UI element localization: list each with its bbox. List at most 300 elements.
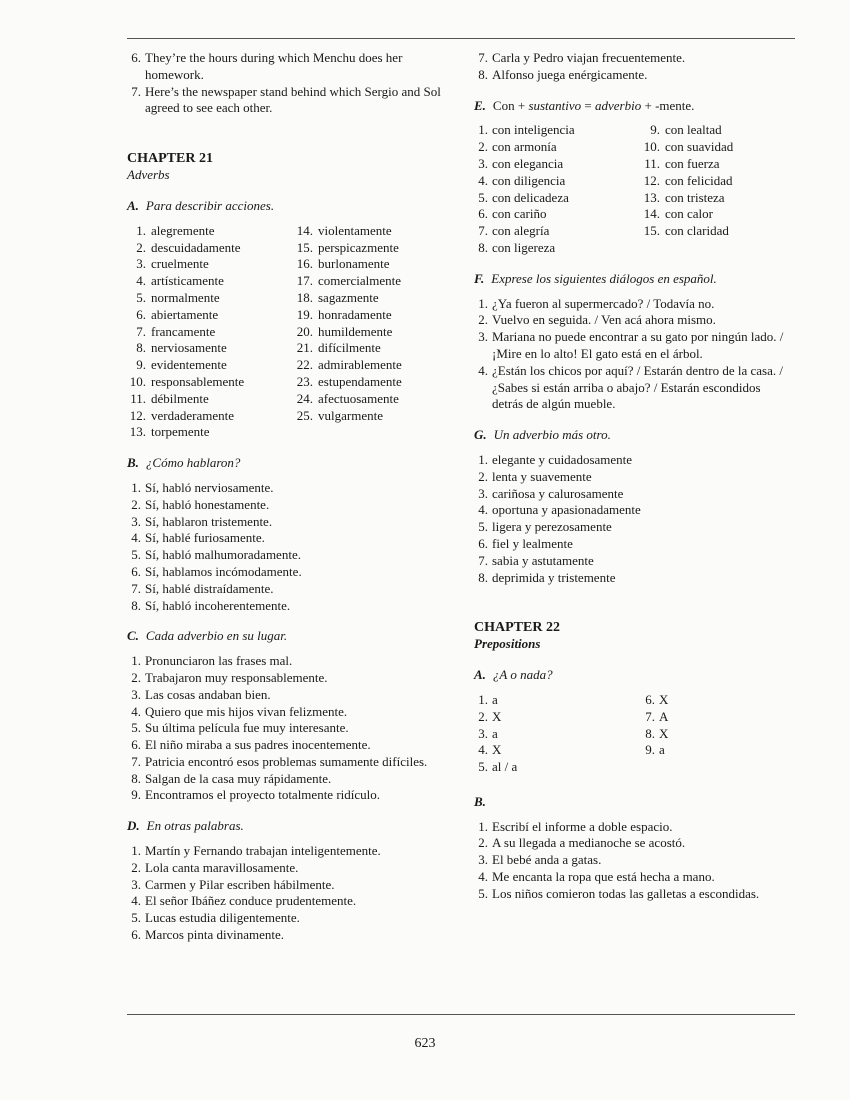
item-number: 2. [478,468,488,484]
item-number: 6. [131,927,141,943]
list-item [294,290,462,307]
section-title-part: adverbio [595,97,642,113]
item-text: perspicazmente [318,239,399,255]
item-number: 1. [131,843,141,859]
item-number: 24. [296,390,313,406]
list-item [127,547,462,564]
section-title: ¿Cómo hablaron? [145,455,241,471]
item-number: 9. [650,122,660,138]
item-text: Sí, hablé distraídamente. [145,580,274,596]
section-letter: A. [474,667,486,683]
list-item [127,754,462,771]
bottom-rule [127,1014,795,1015]
section-22b-list [474,819,794,903]
section-title-part: = [581,97,596,113]
list-item [474,726,641,743]
item-text: humildemente [318,323,393,339]
item-number: 3. [478,155,488,171]
list-item [474,759,641,776]
list-item [127,860,462,877]
section-letter: G. [474,427,487,443]
item-text: a [659,742,665,758]
item-text: con alegría [492,223,550,239]
item-text: con calor [665,206,714,222]
item-number: 7. [131,753,141,769]
item-text: vulgarmente [318,407,383,423]
list-item [474,469,794,486]
item-number: 1. [478,295,488,311]
item-text: lenta y suavemente [492,468,592,484]
item-text: Los niños comieron todas las galletas a escondidas. [492,885,760,901]
item-text: nerviosamente [151,340,227,356]
item-text: a [492,725,498,741]
item-text: elegante y cuidadosamente [492,451,633,467]
item-number: 16. [296,256,313,272]
item-number: 3. [131,876,141,892]
item-number: 1. [478,691,488,707]
item-number: 5. [478,519,488,535]
section-b-list [127,480,462,614]
item-text: Sí, hablaron tristemente. [145,513,273,529]
section-22a-col1 [474,692,641,776]
item-number: 7. [136,323,146,339]
section-letter: F. [474,270,485,286]
list-item [474,50,794,67]
item-number: 14. [643,206,660,222]
item-text: Trabajaron muy responsablemente. [145,669,328,685]
list-item [474,139,641,156]
item-text: verdaderamente [151,407,235,423]
item-text: admirablemente [318,357,402,373]
item-number: 2. [478,835,488,851]
page-number: 623 [414,1036,436,1051]
item-text: con fuerza [665,155,720,171]
item-number: 4. [131,893,141,909]
item-text: violentamente [318,222,392,238]
list-item [127,893,462,910]
item-number: 5. [131,547,141,563]
section-22a-grid [474,692,794,776]
item-number: 5. [131,720,141,736]
list-item [127,223,294,240]
item-number: 2. [131,496,141,512]
item-number: 2. [136,239,146,255]
list-item [127,843,462,860]
item-text: El niño miraba a sus padres inocentemente. [145,737,371,753]
list-item [474,819,794,836]
list-item [127,340,294,357]
item-number: 7. [645,708,655,724]
item-number: 23. [296,373,313,389]
section-title: Cada adverbio en su lugar. [145,628,288,644]
item-text: con inteligencia [492,122,575,138]
item-text: They’re the hours during which Menchu does her homework. [145,50,403,82]
item-number: 8. [478,239,488,255]
item-text: Pronunciaron las frases mal. [145,653,293,669]
list-item [127,84,462,118]
item-number: 1. [478,451,488,467]
section-letter: D. [127,818,140,834]
list-item [127,273,294,290]
list-item [127,307,294,324]
list-item [127,514,462,531]
item-number: 22. [296,357,313,373]
item-text: A [659,708,669,724]
list-item [474,122,641,139]
left-column [127,50,462,944]
item-number: 8. [478,66,488,82]
item-number: 15. [643,223,660,239]
list-item [127,530,462,547]
item-text: con lealtad [665,122,722,138]
list-item [127,324,294,341]
item-number: 8. [131,597,141,613]
item-number: 6. [131,737,141,753]
list-item [294,307,462,324]
item-number: 17. [296,273,313,289]
item-text: con delicadeza [492,189,569,205]
section-title: Un adverbio más otro. [493,427,611,443]
section-g-heading [474,427,794,444]
section-title-part: Con + [492,97,529,113]
item-number: 10. [643,139,660,155]
item-number: 4. [131,530,141,546]
section-b-heading [127,455,462,472]
list-item [474,452,794,469]
item-number: 8. [131,770,141,786]
item-text: Lucas estudia diligentemente. [145,910,300,926]
item-number: 2. [131,859,141,875]
list-item [474,742,641,759]
item-number: 20. [296,323,313,339]
item-text: Sí, hablamos incómodamente. [145,563,302,579]
list-item [474,835,794,852]
list-item [127,737,462,754]
section-letter: C. [127,628,139,644]
item-text: Sí, habló malhumoradamente. [145,547,301,563]
item-number: 7. [478,223,488,239]
list-item [474,156,641,173]
list-item [294,273,462,290]
item-text: afectuosamente [318,390,399,406]
item-number: 3. [478,852,488,868]
list-item [474,886,794,903]
item-text: Sí, habló honestamente. [145,496,270,512]
item-number: 21. [296,340,313,356]
item-number: 6. [478,206,488,222]
item-text: ¿Están los chicos por aquí? / Estarán dentro de la casa. / ¿Sabes si están arriba o abajo? / Estarán escondidos detrás de algún mueble. [492,362,783,412]
item-text: Sí, habló incoherentemente. [145,597,291,613]
item-number: 5. [478,885,488,901]
item-number: 18. [296,289,313,305]
item-number: 2. [478,708,488,724]
top-rule [127,38,795,39]
item-text: honradamente [318,306,392,322]
section-a-col2 [294,223,462,441]
item-text: Vuelvo en seguida. / Ven acá ahora mismo. [492,312,716,328]
item-number: 5. [478,759,488,775]
item-number: 2. [131,669,141,685]
list-item [127,687,462,704]
item-number: 1. [136,222,146,238]
list-item [127,357,294,374]
item-number: 1. [478,818,488,834]
chapter-22-title: CHAPTER 22 [474,620,560,636]
list-item [474,223,641,240]
item-text: con elegancia [492,155,564,171]
list-item [127,720,462,737]
item-text: torpemente [151,424,210,440]
item-number: 8. [136,340,146,356]
item-number: 13. [129,424,146,440]
item-text: Lola canta maravillosamente. [145,859,299,875]
item-text: fiel y lealmente [492,535,573,551]
list-item [127,256,294,273]
continued-list-left [127,50,462,117]
item-number: 6. [131,50,141,65]
item-text: al / a [492,759,518,775]
item-number: 3. [131,513,141,529]
list-item [474,486,794,503]
item-number: 8. [645,725,655,741]
item-text: normalmente [151,289,220,305]
list-item [127,290,294,307]
section-22a-col2 [641,692,794,776]
section-letter: B. [474,793,486,809]
list-item [127,910,462,927]
list-item [641,156,794,173]
section-f-list [474,296,794,414]
item-number: 7. [131,580,141,596]
list-item [127,408,294,425]
item-text: con armonía [492,139,557,155]
continued-list-right [474,50,794,84]
item-number: 11. [644,155,660,171]
item-text: Salgan de la casa muy rápidamente. [145,770,332,786]
list-item [294,408,462,425]
list-item [474,190,641,207]
item-number: 3. [136,256,146,272]
list-item [294,357,462,374]
section-title-part: sustantivo [528,97,582,113]
section-a-heading [127,198,462,215]
list-item [294,240,462,257]
item-text: con ligereza [492,239,556,255]
section-e-col2 [641,122,794,256]
section-d-list [127,843,462,944]
item-text: abiertamente [151,306,219,322]
list-item [294,223,462,240]
item-text: Patricia encontró esos problemas sumamente difíciles. [145,753,428,769]
list-item [474,869,794,886]
item-number: 8. [478,569,488,585]
item-number: 14. [296,222,313,238]
item-number: 6. [131,563,141,579]
item-number: 7. [478,50,488,65]
list-item [474,852,794,869]
section-22b-heading [474,794,794,811]
item-text: Quiero que mis hijos vivan felizmente. [145,703,348,719]
item-number: 3. [478,485,488,501]
item-text: ¿Ya fueron al supermercado? / Todavía no. [492,295,715,311]
list-item [641,692,794,709]
list-item [294,340,462,357]
item-text: Mariana no puede encontrar a su gato por ningún lado. / ¡Mire en lo alto! El gato está en el árbol. [492,329,784,361]
item-text: Carla y Pedro viajan frecuentemente. [492,50,686,65]
item-text: responsablemente [151,373,245,389]
list-item [641,742,794,759]
item-number: 9. [131,787,141,803]
section-d-heading [127,818,462,835]
item-text: oportuna y apasionadamente [492,502,641,518]
list-item [474,570,794,587]
list-item [294,374,462,391]
chapter-21-subtitle: Adverbs [127,167,170,183]
item-number: 5. [131,910,141,926]
item-text: alegremente [151,222,215,238]
list-item [474,519,794,536]
item-number: 3. [131,686,141,702]
item-text: cariñosa y calurosamente [492,485,624,501]
list-item [127,480,462,497]
item-text: X [492,708,502,724]
list-item [127,704,462,721]
list-item [474,296,794,313]
item-number: 10. [129,373,146,389]
item-text: X [659,725,669,741]
item-number: 6. [478,535,488,551]
item-text: estupendamente [318,373,402,389]
item-number: 1. [131,479,141,495]
item-text: ligera y perezosamente [492,519,612,535]
section-a-col1 [127,223,294,441]
section-letter: A. [127,197,139,213]
section-c-heading [127,628,462,645]
item-text: Su última película fue muy interesante. [145,720,349,736]
item-number: 1. [478,122,488,138]
section-f-heading [474,271,794,288]
item-number: 12. [643,172,660,188]
list-item [474,329,794,363]
item-text: Alfonso juega enérgicamente. [492,66,648,82]
item-text: Me encanta la ropa que está hecha a mano. [492,869,715,885]
item-text: Encontramos el proyecto totalmente ridículo. [145,787,381,803]
item-text: evidentemente [151,357,227,373]
chapter-22-subtitle: Prepositions [474,636,541,652]
item-number: 9. [136,357,146,373]
list-item [127,787,462,804]
item-number: 7. [131,83,141,99]
item-text: descuidadamente [151,239,241,255]
list-item [127,424,294,441]
item-text: artísticamente [151,273,224,289]
item-text: con cariño [492,206,547,222]
section-title: En otras palabras. [146,818,244,834]
item-number: 11. [130,390,146,406]
list-item [641,139,794,156]
item-text: Here’s the newspaper stand behind which Sergio and Sol agreed to see each other. [145,83,441,116]
item-text: burlonamente [318,256,390,272]
item-text: Martín y Fernando trabajan inteligentemente. [145,843,381,859]
item-number: 4. [136,273,146,289]
item-number: 4. [131,703,141,719]
item-number: 4. [478,742,488,758]
list-item [641,122,794,139]
item-number: 25. [296,407,313,423]
item-number: 4. [478,172,488,188]
item-number: 5. [478,189,488,205]
section-c-list [127,653,462,804]
section-letter: B. [127,455,139,471]
section-a-grid [127,223,462,441]
list-item [641,726,794,743]
item-text: comercialmente [318,273,402,289]
item-number: 4. [478,869,488,885]
item-text: francamente [151,323,216,339]
list-item [127,240,294,257]
section-e-col1 [474,122,641,256]
item-number: 5. [136,289,146,305]
item-number: 2. [478,312,488,328]
item-text: Escribí el informe a doble espacio. [492,818,673,834]
item-text: deprimida y tristemente [492,569,616,585]
item-text: Sí, hablé furiosamente. [145,530,265,546]
item-number: 12. [129,407,146,423]
item-number: 4. [478,362,488,378]
item-text: con felicidad [665,172,733,188]
list-item [474,240,641,257]
chapter-21-title: CHAPTER 21 [127,151,213,167]
list-item [127,564,462,581]
list-item [641,223,794,240]
item-number: 13. [643,189,660,205]
list-item [127,927,462,944]
item-text: A su llegada a medianoche se acostó. [492,835,686,851]
list-item [474,692,641,709]
item-number: 3. [478,725,488,741]
section-letter: E. [474,97,486,113]
item-text: sagazmente [318,289,379,305]
list-item [474,173,641,190]
list-item [127,391,294,408]
list-item [127,877,462,894]
section-title: Exprese los siguientes diálogos en español. [491,270,717,286]
section-title: Para describir acciones. [145,197,275,213]
item-number: 2. [478,139,488,155]
list-item [294,256,462,273]
list-item [641,206,794,223]
list-item [294,391,462,408]
list-item [127,653,462,670]
item-number: 4. [478,502,488,518]
list-item [474,502,794,519]
item-text: Sí, habló nerviosamente. [145,479,274,495]
list-item [474,206,641,223]
list-item [474,363,794,413]
section-title-part: + -mente. [641,97,695,113]
item-text: con tristeza [665,189,725,205]
item-number: 6. [645,691,655,707]
item-number: 9. [645,742,655,758]
item-text: cruelmente [151,256,209,272]
list-item [641,709,794,726]
list-item [474,536,794,553]
list-item [294,324,462,341]
list-item [474,709,641,726]
list-item [641,190,794,207]
list-item [127,670,462,687]
list-item [127,374,294,391]
